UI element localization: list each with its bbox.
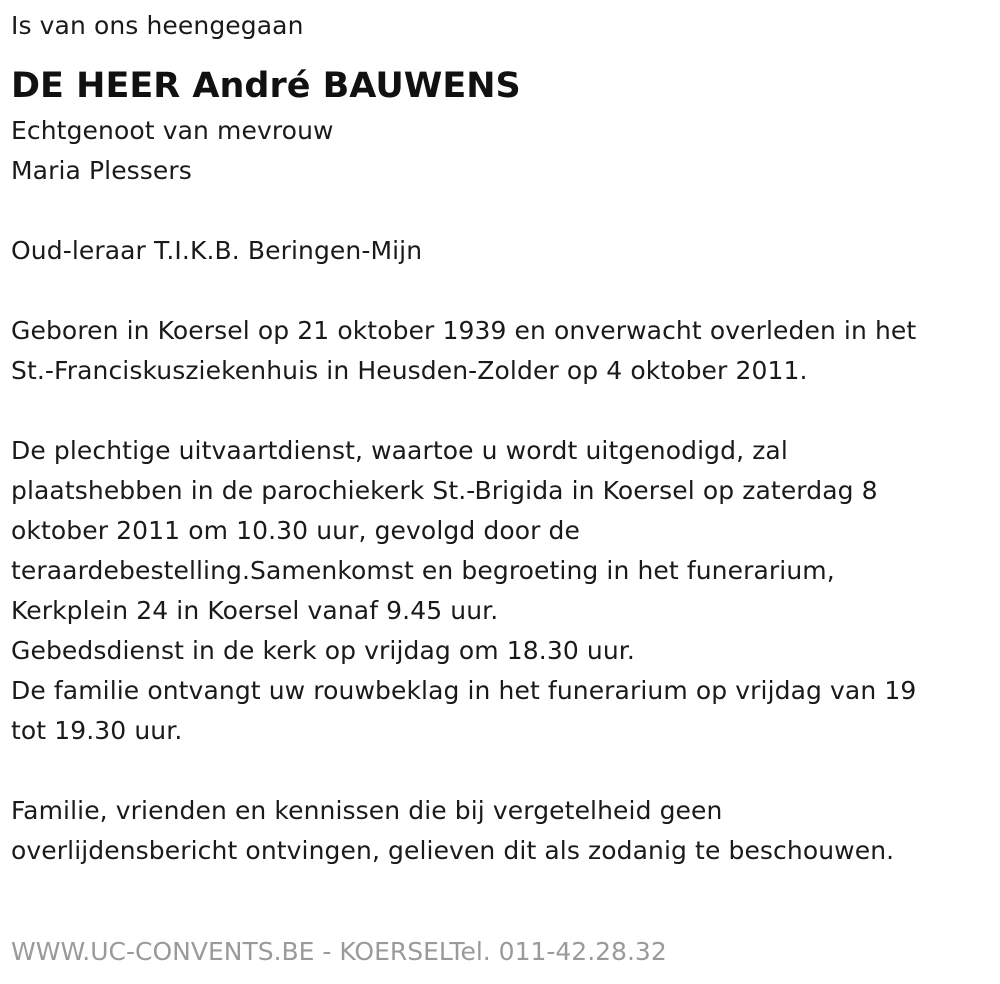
spacer [11, 271, 986, 311]
paragraph-line: Gebedsdienst in de kerk op vrijdag om 18.30 uur. [11, 636, 635, 665]
spacer [11, 751, 986, 791]
paragraph-line: tot 19.30 uur. [11, 716, 183, 745]
paragraph-line: St.-Franciskusziekenhuis in Heusden-Zolder op 4 oktober 2011. [11, 356, 808, 385]
paragraph-line: De familie ontvangt uw rouwbeklag in het funerarium op vrijdag van 19 [11, 676, 917, 705]
intro-text: Is van ons heengegaan [11, 11, 304, 40]
paragraph-line: Geboren in Koersel op 21 oktober 1939 en onverwacht overleden in het [11, 316, 917, 345]
paragraph-line: overlijdensbericht ontvingen, gelieven dit als zodanig te beschouwen. [11, 836, 895, 865]
spouse-line: Echtgenoot van mevrouw [11, 116, 334, 145]
paragraph-line: oktober 2011 om 10.30 uur, gevolgd door de [11, 516, 580, 545]
closing-paragraph [11, 791, 986, 871]
service-paragraph [11, 431, 986, 751]
paragraph-line: Kerkplein 24 in Koersel vanaf 9.45 uur. [11, 596, 499, 625]
spouse-name: Maria Plessers [11, 156, 192, 185]
birth-death-paragraph [11, 311, 986, 391]
death-notice [11, 6, 986, 871]
occupation-text: Oud-leraar T.I.K.B. Beringen-Mijn [11, 236, 423, 265]
paragraph-line: Familie, vrienden en kennissen die bij vergetelheid geen [11, 796, 723, 825]
spacer [11, 391, 986, 431]
paragraph-line: plaatshebben in de parochiekerk St.-Brigida in Koersel op zaterdag 8 [11, 476, 878, 505]
spacer [11, 191, 986, 231]
paragraph-line: De plechtige uitvaartdienst, waartoe u wordt uitgenodigd, zal [11, 436, 788, 465]
footer-contact: WWW.UC-CONVENTS.BE - KOERSELTel. 011-42.28.32 [11, 937, 667, 966]
deceased-name: DE HEER André BAUWENS [11, 66, 521, 106]
paragraph-line: teraardebestelling.Samenkomst en begroeting in het funerarium, [11, 556, 835, 585]
